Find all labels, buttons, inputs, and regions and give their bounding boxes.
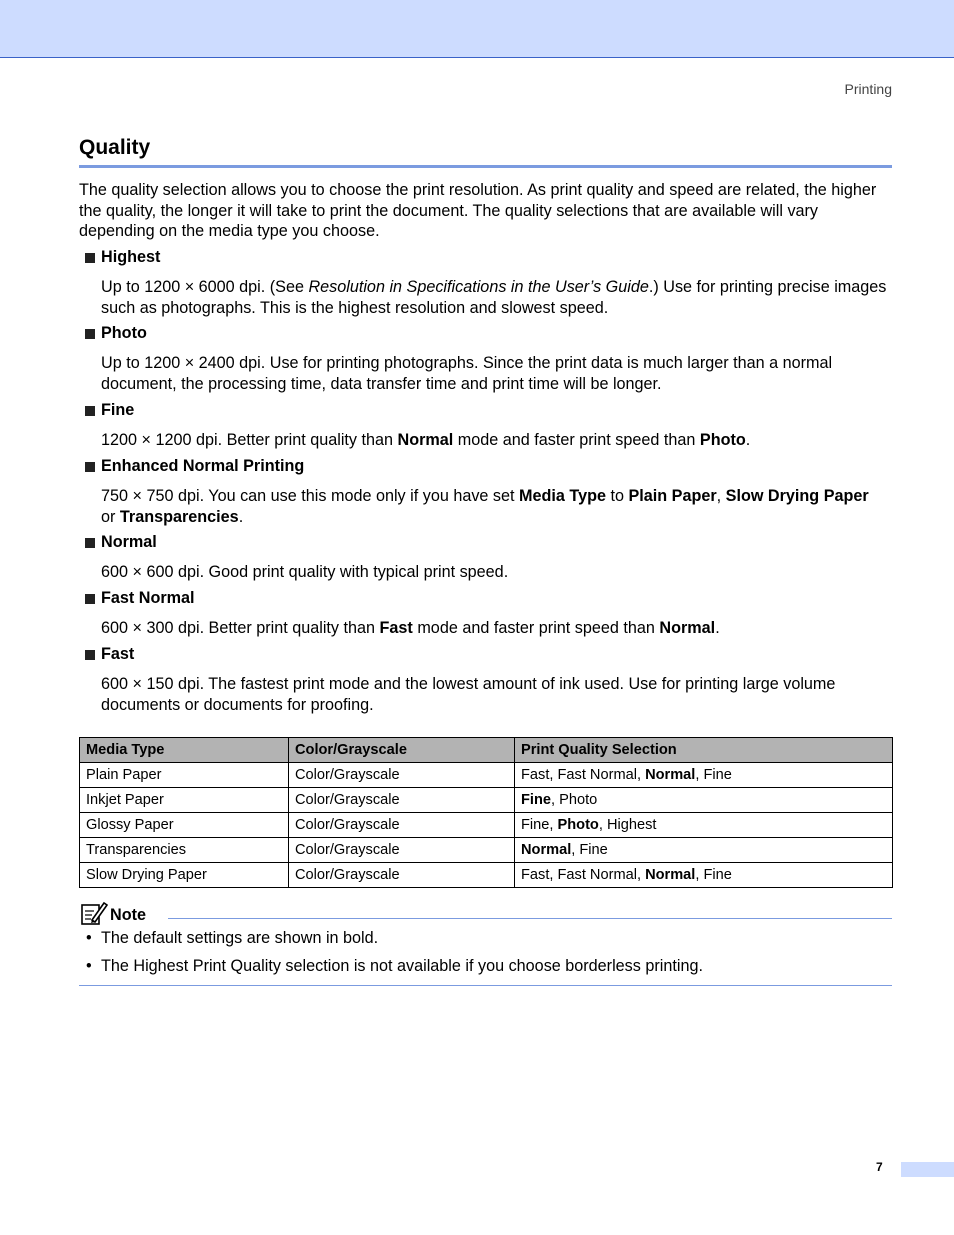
table-row [80,763,893,788]
square-bullet-icon [85,538,95,548]
item-title: Highest [101,248,161,266]
note-rule-top [168,918,892,919]
item-heading [85,324,147,343]
item-heading [85,589,195,608]
item-title: Normal [101,533,157,551]
table-cell: Fine, Photo [515,788,893,813]
item-description: 750 × 750 dpi. You can use this mode only if you have set Media Type to Plain Paper, Slow Drying Paper or Transparencies. [101,487,874,526]
item-title: Enhanced Normal Printing [101,457,305,475]
item-description: 600 × 300 dpi. Better print quality than Fast mode and faster print speed than Normal. [101,619,720,637]
table-cell: Color/Grayscale [289,838,515,863]
table-row [80,863,893,888]
table-cell: Slow Drying Paper [80,863,289,888]
table-header-row [80,738,893,763]
title-rule [79,165,892,168]
page-tab [901,1162,954,1177]
header-band [0,0,954,58]
item-title: Fast [101,645,135,663]
table-row [80,838,893,863]
item-title: Photo [101,324,147,342]
intro-paragraph: The quality selection allows you to choose the print resolution. As print quality and speed are related, the higher the quality, the longer it will take to print the document. The quality selections that are available will vary depending on the media type you choose. [79,181,877,240]
item-description: Up to 1200 × 6000 dpi. (See Resolution in Specifications in the User’s Guide.) Use for printing precise images such as photographs. This is the highest resolution and slowest speed. [101,278,887,317]
note-pencil-icon [80,900,108,926]
column-header: Color/Grayscale [289,738,515,763]
table-cell: Glossy Paper [80,813,289,838]
square-bullet-icon [85,650,95,660]
table-cell: Fine, Photo, Highest [515,813,893,838]
item-description: 600 × 600 dpi. Good print quality with typical print speed. [101,563,509,581]
table-cell: Fast, Fast Normal, Normal, Fine [515,863,893,888]
table-cell: Color/Grayscale [289,788,515,813]
note-list-item [86,929,378,948]
item-heading [85,533,157,552]
square-bullet-icon [85,253,95,263]
square-bullet-icon [85,406,95,416]
table-cell: Fast, Fast Normal, Normal, Fine [515,763,893,788]
square-bullet-icon [85,594,95,604]
column-header: Media Type [80,738,289,763]
table-cell: Plain Paper [80,763,289,788]
table-cell: Transparencies [80,838,289,863]
section-title: Quality [79,136,151,159]
item-heading [85,248,160,267]
item-description: 600 × 150 dpi. The fastest print mode and the lowest amount of ink used. Use for printing large volume documents or documents for proofing. [101,675,836,714]
note-rule-bottom [79,985,892,986]
item-heading [85,457,304,476]
square-bullet-icon [85,462,95,472]
note-label: Note [110,906,146,924]
table-row [80,788,893,813]
table-cell: Color/Grayscale [289,863,515,888]
item-description: 1200 × 1200 dpi. Better print quality than Normal mode and faster print speed than Photo. [101,431,751,449]
chapter-label: Printing [844,81,892,97]
table-cell: Color/Grayscale [289,813,515,838]
item-heading [85,401,134,420]
table-cell: Inkjet Paper [80,788,289,813]
quality-table [79,737,893,888]
page-number: 7 [876,1160,883,1174]
item-heading [85,645,134,664]
note-text: The default settings are shown in bold. [101,929,379,947]
table-row [80,813,893,838]
note-bullet: • [86,929,92,947]
square-bullet-icon [85,329,95,339]
table-cell: Color/Grayscale [289,763,515,788]
note-text: The Highest Print Quality selection is not available if you choose borderless printing. [101,957,703,975]
note-bullet: • [86,957,92,975]
item-title: Fine [101,401,135,419]
column-header: Print Quality Selection [515,738,893,763]
item-title: Fast Normal [101,589,195,607]
note-list-item [86,957,703,976]
table-cell: Normal, Fine [515,838,893,863]
item-description: Up to 1200 × 2400 dpi. Use for printing photographs. Since the print data is much larger than a normal document, the processing time, data transfer time and print time will be longer. [101,354,833,393]
